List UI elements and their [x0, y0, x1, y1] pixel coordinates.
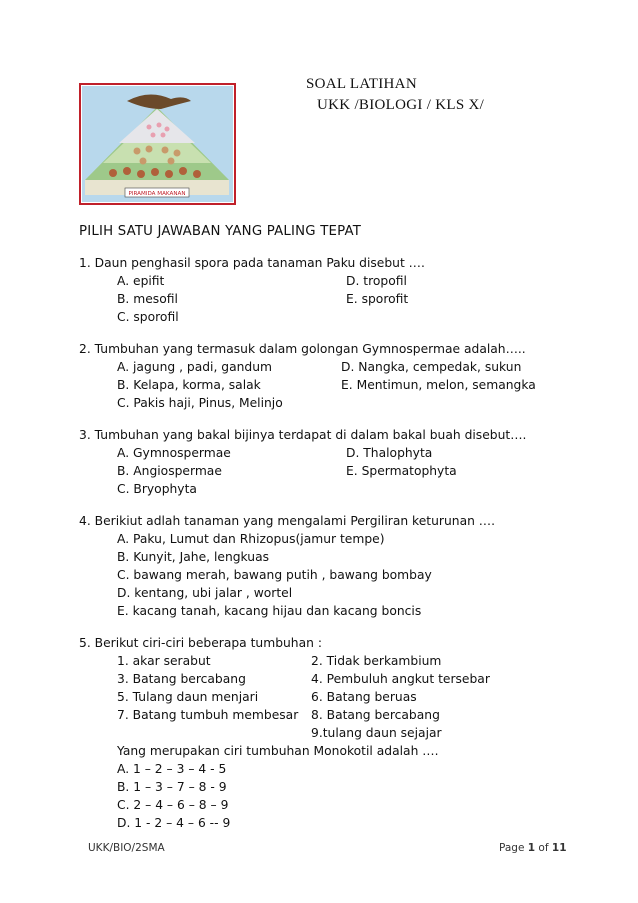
q5-stem: 5. Berikut ciri-ciri beberapa tumbuhan : — [79, 636, 322, 650]
q4-option-c: C. bawang merah, bawang putih , bawang bombay — [117, 568, 432, 582]
q5-option-d: D. 1 - 2 – 4 – 6 -- 9 — [117, 816, 231, 830]
q4-option-b: B. Kunyit, Jahe, lengkuas — [117, 550, 270, 564]
title-line-1: SOAL LATIHAN — [306, 76, 417, 92]
q4-option-e: E. kacang tanah, kacang hijau dan kacang boncis — [117, 604, 422, 618]
food-pyramid-logo — [79, 83, 236, 205]
page-total: 11 — [551, 842, 567, 854]
q3-option-c: C. Bryophyta — [117, 482, 197, 496]
q1-option-a: A. epifit — [117, 274, 165, 288]
q5-characteristic-6: 6. Batang beruas — [311, 690, 417, 704]
q5-option-b: B. 1 – 3 – 7 – 8 - 9 — [117, 780, 227, 794]
q5-characteristic-7: 7. Batang tumbuh membesar — [117, 708, 299, 722]
page-current: 1 — [527, 842, 536, 854]
q1-option-b: B. mesofil — [117, 292, 178, 306]
q3-option-a: A. Gymnospermae — [117, 446, 231, 460]
q3-stem: 3. Tumbuhan yang bakal bijinya terdapat di dalam bakal buah disebut…. — [79, 428, 527, 442]
page-number — [499, 842, 567, 854]
q5-characteristic-3: 3. Batang bercabang — [117, 672, 246, 686]
logo-caption: PIRAMIDA MAKANAN — [128, 191, 186, 197]
q2-option-b: B. Kelapa, korma, salak — [117, 378, 261, 392]
q5-characteristic-8: 8. Batang bercabang — [311, 708, 440, 722]
instruction-heading: PILIH SATU JAWABAN YANG PALING TEPAT — [79, 224, 362, 239]
q5-option-a: A. 1 – 2 – 3 – 4 - 5 — [117, 762, 227, 776]
title-line-2: UKK /BIOLOGI / KLS X/ — [317, 97, 485, 113]
q2-stem: 2. Tumbuhan yang termasuk dalam golongan Gymnospermae adalah….. — [79, 342, 526, 356]
q5-option-c: C. 2 – 4 – 6 – 8 – 9 — [117, 798, 229, 812]
q2-option-a: A. jagung , padi, gandum — [117, 360, 272, 374]
q5-characteristic-9: 9.tulang daun sejajar — [311, 726, 442, 740]
page-word: Page — [499, 842, 525, 854]
q5-characteristic-4: 4. Pembuluh angkut tersebar — [311, 672, 490, 686]
q1-option-d: D. tropofil — [346, 274, 407, 288]
q3-option-d: D. Thalophyta — [346, 446, 433, 460]
q5-question: Yang merupakan ciri tumbuhan Monokotil adalah …. — [117, 744, 439, 758]
q4-stem: 4. Berikiut adlah tanaman yang mengalami Pergiliran keturunan …. — [79, 514, 496, 528]
q3-option-b: B. Angiospermae — [117, 464, 222, 478]
q4-option-a: A. Paku, Lumut dan Rhizopus(jamur tempe) — [117, 532, 385, 546]
q5-characteristic-2: 2. Tidak berkambium — [311, 654, 442, 668]
q2-option-e: E. Mentimun, melon, semangka — [341, 378, 536, 392]
q5-characteristic-1: 1. akar serabut — [117, 654, 211, 668]
q1-option-c: C. sporofil — [117, 310, 179, 324]
q1-stem: 1. Daun penghasil spora pada tanaman Paku disebut …. — [79, 256, 425, 270]
q2-option-c: C. Pakis haji, Pinus, Melinjo — [117, 396, 283, 410]
q5-characteristic-5: 5. Tulang daun menjari — [117, 690, 259, 704]
footer-code: UKK/BIO/2SMA — [88, 842, 165, 854]
q4-option-d: D. kentang, ubi jalar , wortel — [117, 586, 293, 600]
q3-option-e: E. Spermatophyta — [346, 464, 457, 478]
of-word: of — [538, 842, 549, 854]
q1-option-e: E. sporofit — [346, 292, 409, 306]
q2-option-d: D. Nangka, cempedak, sukun — [341, 360, 522, 374]
